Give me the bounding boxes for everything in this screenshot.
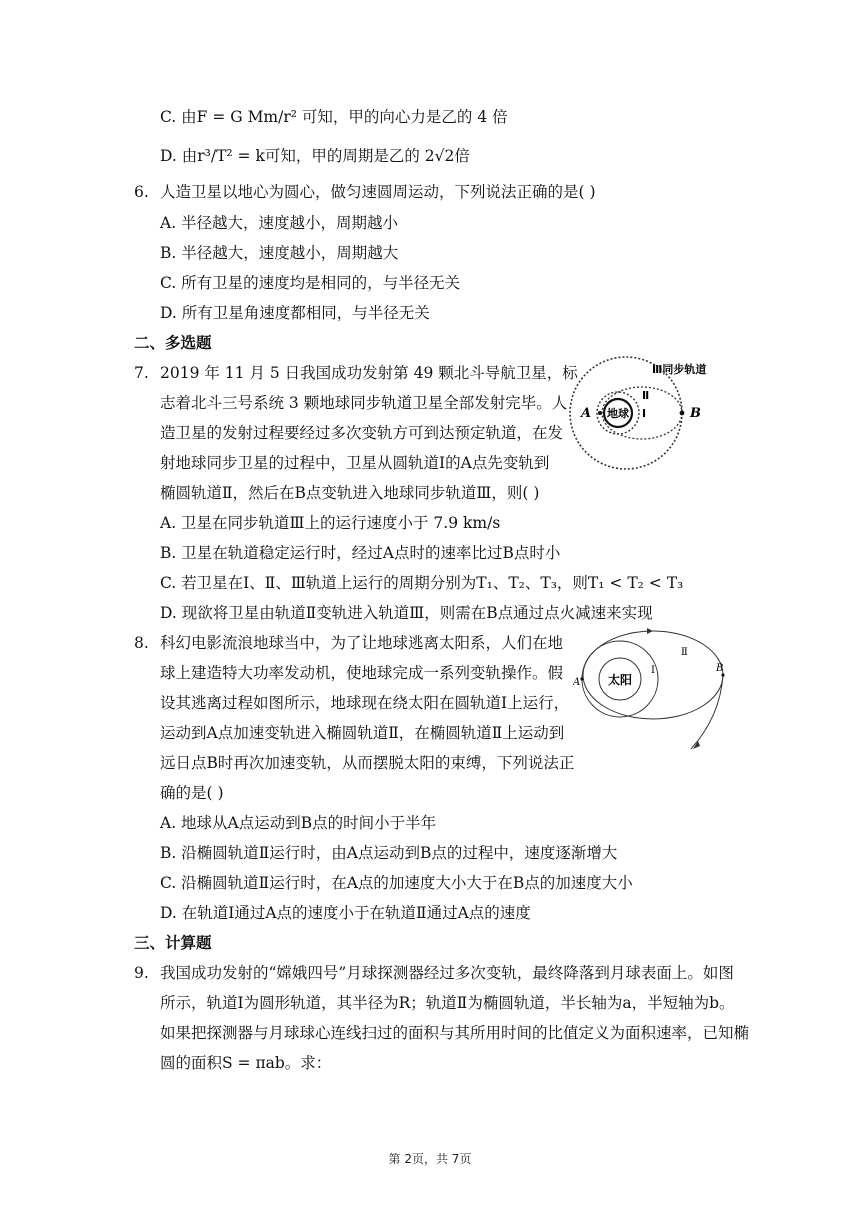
q7-stem-line-2: 志着北斗三号系统 3 颗地球同步轨道卫星全部发射完毕。人 <box>160 394 568 412</box>
q8-stem-line-6: 确的是( ) <box>160 784 224 802</box>
q7-orbit-diagram <box>568 355 736 470</box>
q9-stem-line-1: 我国成功发射的“嫦娥四号”月球探测器经过多次变轨，最终降落到月球表面上。如图 <box>160 964 734 982</box>
q9-stem-line-4: 圆的面积S = πab。求： <box>160 1054 332 1072</box>
q8-option-a: A. 地球从A点运动到B点的时间小于半年 <box>160 814 437 832</box>
q9-number: 9. <box>134 964 149 982</box>
q6-option-b: B. 半径越大，速度越小，周期越大 <box>160 244 399 262</box>
q6-stem: 人造卫星以地心为圆心，做匀速圆周运动，下列说法正确的是( ) <box>160 183 596 201</box>
q7-option-c: C. 若卫星在Ⅰ、Ⅱ、Ⅲ轨道上运行的周期分别为T₁、T₂、T₃，则T₁ < T₂ < T₃ <box>160 574 684 592</box>
section-heading-multiple-choice: 二、多选题 <box>134 333 212 352</box>
label-sun: 太阳 <box>607 673 633 687</box>
q9-stem-line-3: 如果把探测器与月球球心连线扫过的面积与其所用时间的比值定义为面积速率，已知椭 <box>160 1024 750 1042</box>
label-point-a: A <box>573 677 581 688</box>
q8-number: 8. <box>134 634 149 652</box>
q5-option-d: D. 由r³/T² = k可知，甲的周期是乙的 2√2倍 <box>160 147 470 165</box>
q7-stem-line-3: 造卫星的发射过程要经过多次变轨方可到达预定轨道，在发 <box>160 424 564 442</box>
label-point-b: B <box>690 406 701 421</box>
label-orbit-iii: Ⅲ同步轨道 <box>652 363 707 376</box>
q6-option-c: C. 所有卫星的速度均是相同的，与半径无关 <box>160 274 461 292</box>
label-orbit-i: Ⅰ <box>642 407 647 420</box>
q7-option-d: D. 现欲将卫星由轨道Ⅱ变轨进入轨道Ⅲ，则需在B点通过点火减速来实现 <box>160 604 653 622</box>
point-a-dot <box>580 677 583 680</box>
q7-stem-line-1: 2019 年 11 月 5 日我国成功发射第 49 颗北斗导航卫星，标 <box>160 364 578 382</box>
label-earth: 地球 <box>607 407 629 420</box>
section-heading-calculation: 三、计算题 <box>134 933 212 952</box>
q8-escape-orbit-diagram <box>573 625 733 755</box>
q8-stem-line-3: 设其逃离过程如图所示，地球现在绕太阳在圆轨道Ⅰ上运行， <box>160 694 570 712</box>
point-b-dot <box>680 411 685 416</box>
label-point-b: B <box>716 663 724 674</box>
label-orbit-i: Ⅰ <box>651 665 655 676</box>
q7-number: 7. <box>134 364 149 382</box>
direction-arrow-top <box>647 628 653 634</box>
q6-option-a: A. 半径越大，速度越小，周期越小 <box>160 214 399 232</box>
q9-stem-line-2: 所示，轨道Ⅰ为圆形轨道，其半径为R；轨道Ⅱ为椭圆轨道，半长轴为a，半短轴为b。 <box>160 994 735 1012</box>
escape-trajectory <box>691 675 723 749</box>
q7-stem-line-4: 射地球同步卫星的过程中，卫星从圆轨道Ⅰ的A点先变轨到 <box>160 454 550 472</box>
page-footer: 第 2页，共 7页 <box>388 1152 472 1166</box>
label-orbit-ii: Ⅱ <box>642 389 650 402</box>
q7-option-a: A. 卫星在同步轨道Ⅲ上的运行速度小于 7.9 km/s <box>160 514 501 532</box>
label-point-a: A <box>581 406 592 421</box>
q8-stem-line-5: 远日点B时再次加速变轨，从而摆脱太阳的束缚，下列说法正 <box>160 754 575 772</box>
q8-option-d: D. 在轨道Ⅰ通过A点的速度小于在轨道Ⅱ通过A点的速度 <box>160 904 531 922</box>
q8-option-b: B. 沿椭圆轨道Ⅱ运行时，由A点运动到B点的过程中，速度逐渐增大 <box>160 844 618 862</box>
q6-number: 6. <box>134 183 149 201</box>
q8-stem-line-1: 科幻电影流浪地球当中，为了让地球逃离太阳系，人们在地 <box>160 634 564 652</box>
point-a-dot <box>598 411 602 415</box>
q8-option-c: C. 沿椭圆轨道Ⅱ运行时，在A点的加速度大小大于在B点的加速度大小 <box>160 874 633 892</box>
q8-stem-line-4: 运动到A点加速变轨进入椭圆轨道Ⅱ，在椭圆轨道Ⅱ上运动到 <box>160 724 565 742</box>
q7-stem-line-5: 椭圆轨道Ⅱ，然后在B点变轨进入地球同步轨道Ⅲ，则( ) <box>160 484 540 502</box>
q5-option-c: C. 由F = G Mm/r² 可知，甲的向心力是乙的 4 倍 <box>160 108 508 126</box>
q7-option-b: B. 卫星在轨道稳定运行时，经过A点时的速率比过B点时小 <box>160 544 561 562</box>
q6-option-d: D. 所有卫星角速度都相同，与半径无关 <box>160 304 430 322</box>
q8-stem-line-2: 球上建造特大功率发动机，使地球完成一系列变轨操作。假 <box>160 664 564 682</box>
label-orbit-ii: Ⅱ <box>681 647 688 658</box>
